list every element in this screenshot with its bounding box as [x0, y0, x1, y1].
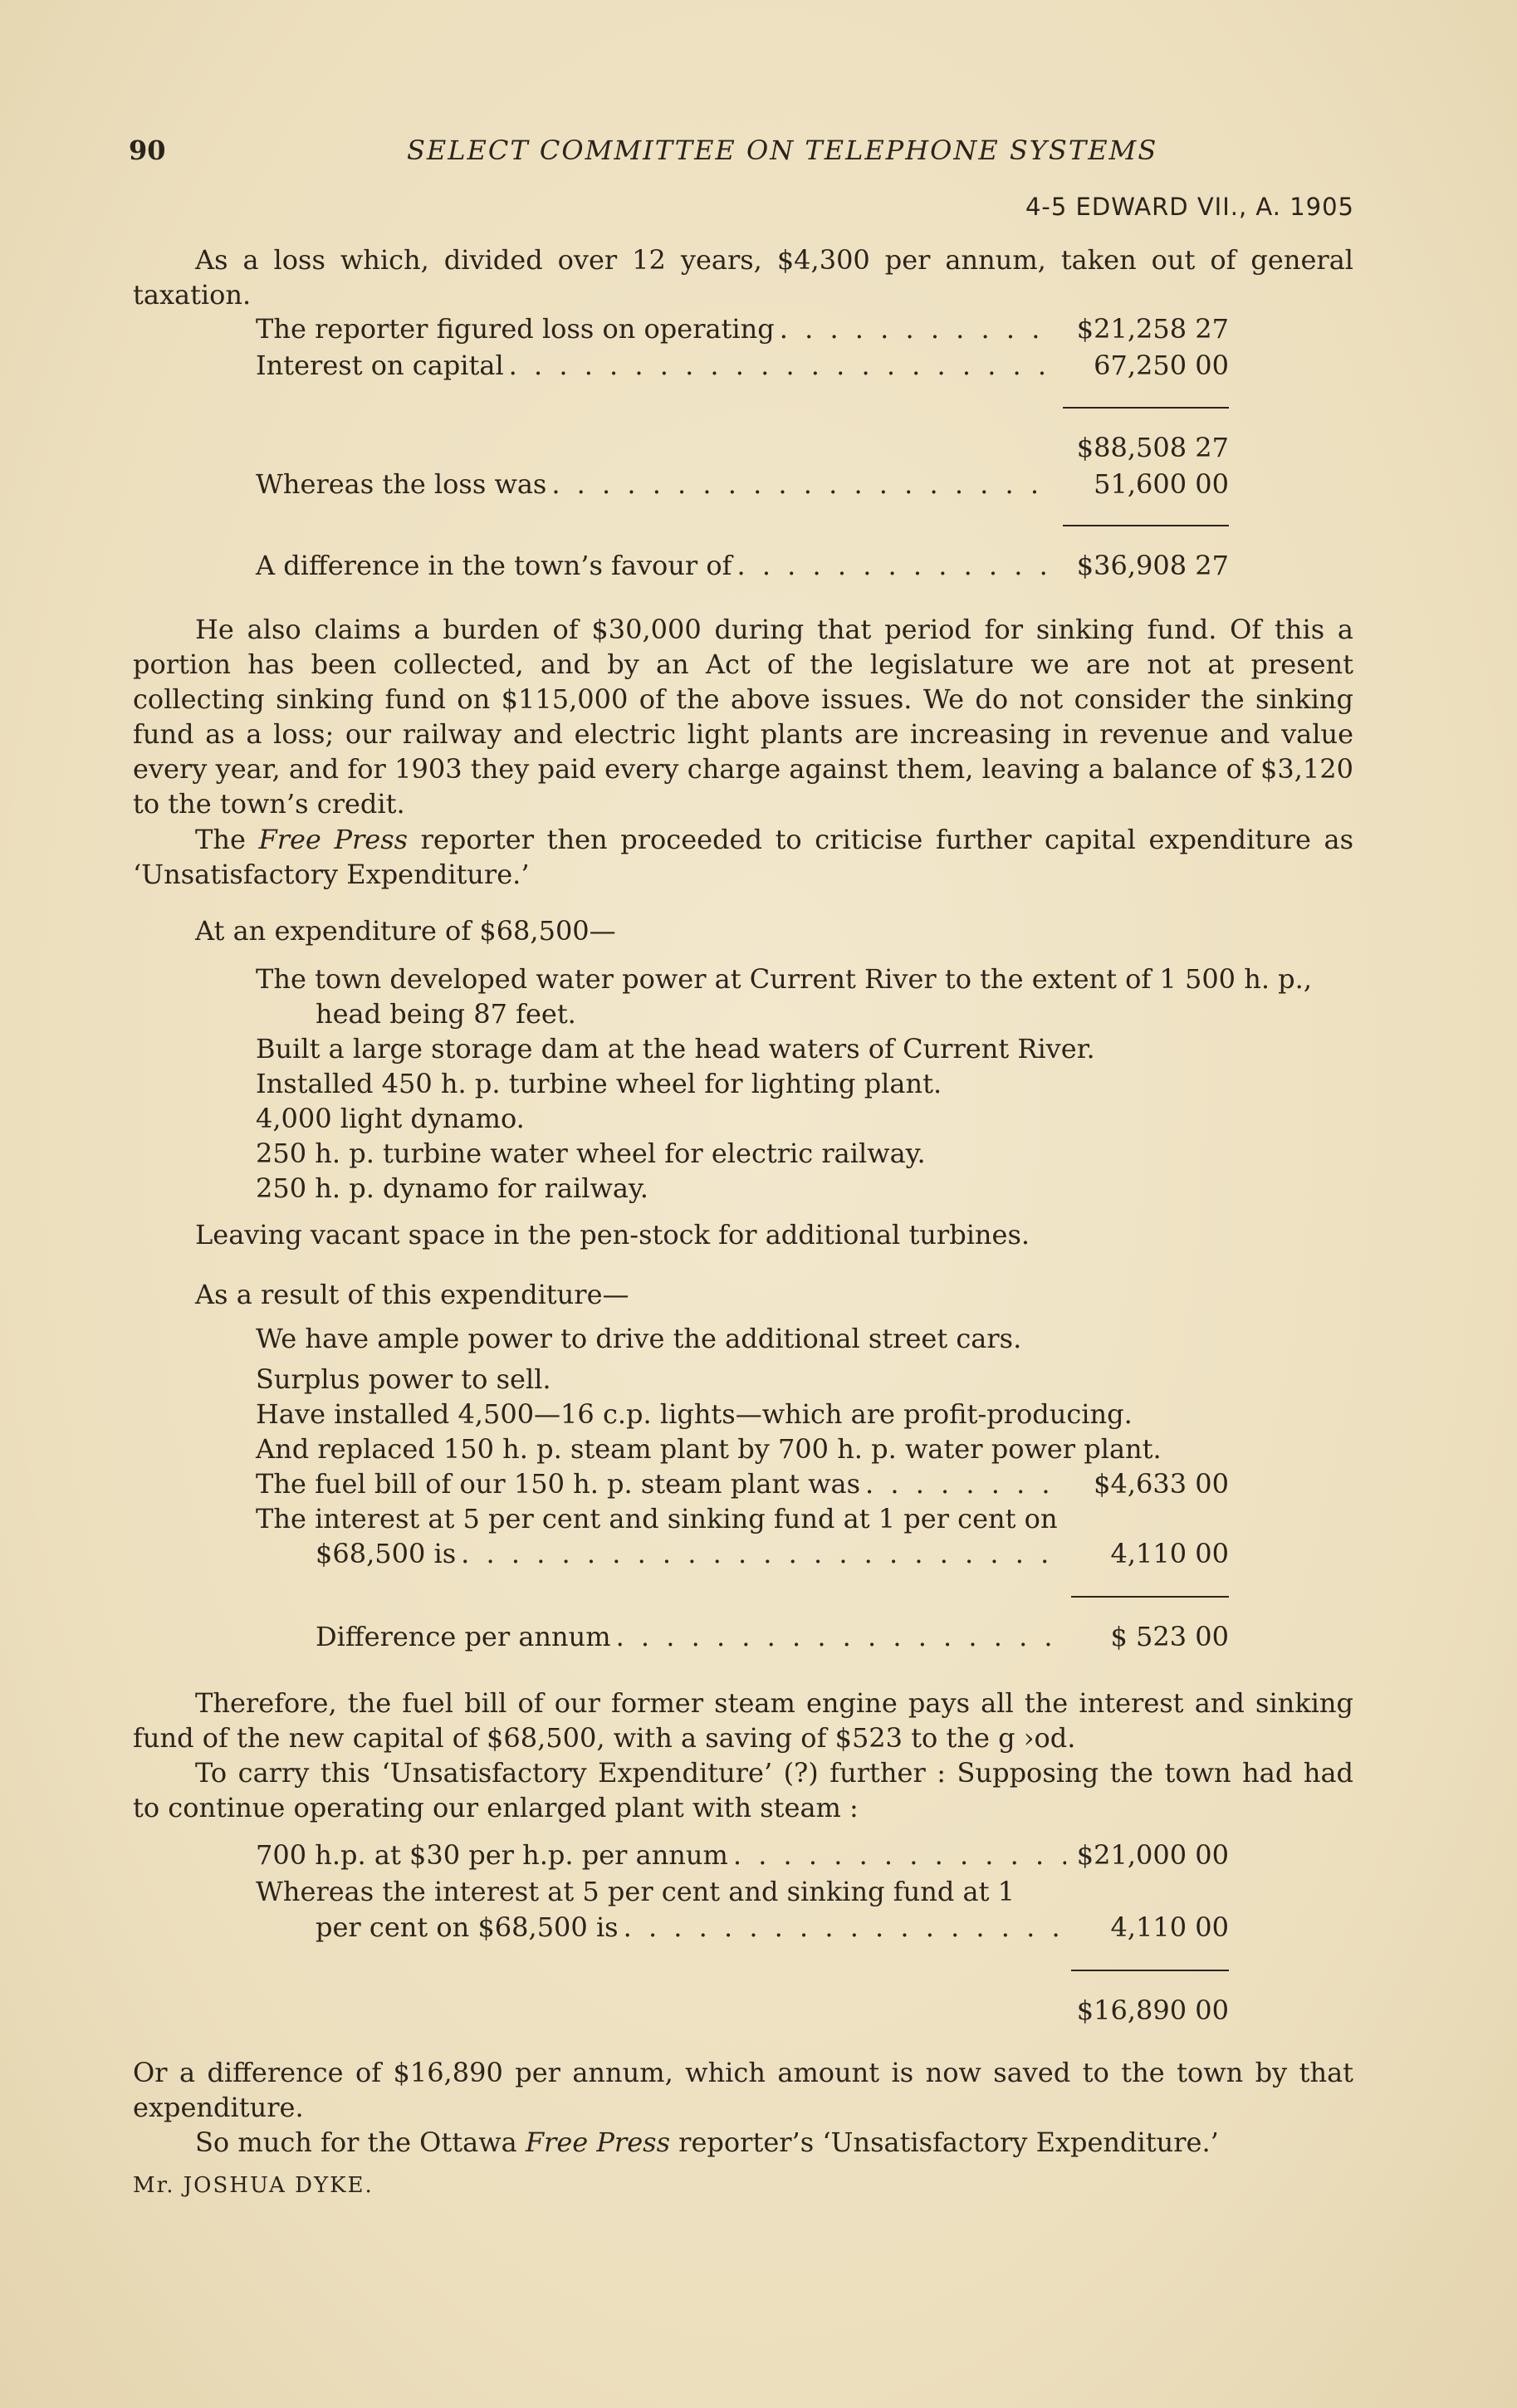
table1-whereas-amount: 51,600 00	[1094, 468, 1229, 500]
text-run: The	[195, 824, 259, 855]
page-number: 90	[129, 135, 166, 166]
table3-total: $16,890 00	[1076, 1994, 1229, 2026]
table3-row-amount: $21,000 00	[1076, 1839, 1229, 1871]
expenditure-item: 4,000 light dynamo.	[256, 1103, 525, 1134]
result-item: Surplus power to sell.	[256, 1363, 551, 1395]
table1-whereas-row	[256, 467, 1053, 502]
table1-difference-row	[256, 548, 1053, 583]
sum-rule	[1063, 525, 1229, 526]
table1-row-label: Interest on capital	[256, 350, 504, 381]
expenditure-item: 250 h. p. turbine water wheel for electric railway.	[256, 1138, 926, 1169]
difference-paragraph: Or a difference of $16,890 per annum, which amount is now saved to the town by that expenditure.	[133, 2057, 1353, 2123]
publication-name: Free Press	[525, 2127, 670, 2158]
table3-whereas-line: Whereas the interest at 5 per cent and sinking fund at 1	[256, 1876, 1015, 1907]
therefore-paragraph: Therefore, the fuel bill of our former steam engine pays all the interest and sinking fund of the new capital of $68,500, with a saving of $523 to the g ›od.	[133, 1687, 1353, 1754]
table2-interest-row	[316, 1536, 1071, 1571]
publication-name: Free Press	[258, 824, 409, 855]
table1-row	[256, 348, 1053, 383]
result-item: We have ample power to drive the additional street cars.	[256, 1323, 1022, 1354]
sum-rule	[1063, 407, 1229, 409]
table1-difference-amount: $36,908 27	[1076, 550, 1229, 581]
text-run: reporter’s ‘Unsatisfactory Expenditure.’	[670, 2127, 1219, 2158]
sum-rule	[1071, 1970, 1229, 1971]
carry-paragraph: To carry this ‘Unsatisfactory Expenditure’ (?) further : Supposing the town had had to continue operating our enlarged plant with steam :	[133, 1757, 1353, 1823]
table2-difference-row	[316, 1619, 1071, 1654]
table3-whereas-row	[316, 1910, 1071, 1945]
expenditure-item: Built a large storage dam at the head waters of Current River.	[256, 1033, 1095, 1065]
table1-row-amount: 67,250 00	[1094, 350, 1229, 381]
table2-difference-label: Difference per annum	[316, 1621, 611, 1652]
edition-line: 4-5 EDWARD VII., A. 1905	[1025, 193, 1354, 221]
leaving-vacant-line: Leaving vacant space in the pen-stock for additional turbines.	[195, 1219, 1030, 1250]
sum-rule	[1071, 1596, 1229, 1598]
text-run: reporter then proceeded to criticise further capital expenditure as ‘Unsatisfactory Expenditure.’	[133, 824, 1354, 890]
text-run: So much for the Ottawa	[195, 2127, 526, 2158]
result-item: And replaced 150 h. p. steam plant by 700 h. p. water power plant.	[256, 1433, 1162, 1465]
table2-interest-line: The interest at 5 per cent and sinking fund at 1 per cent on	[256, 1503, 1058, 1534]
table2-fuel-row	[256, 1466, 1071, 1501]
leader-dots	[624, 1910, 1066, 1945]
running-title: SELECT COMMITTEE ON TELEPHONE SYSTEMS	[407, 135, 1158, 166]
sinking-fund-paragraph: He also claims a burden of $30,000 during that period for sinking fund. Of this a portion has been collected, and by an Act of the legislature we are not at present collecting sinking fund on $115,000 of the above issues. We do not consider the sinking fund as a loss; our railway and electric light plants are increasing in revenue and value every year, and for 1903 they paid every charge against them, leaving a balance of $3,120 to the town’s credit.	[133, 614, 1353, 820]
table2-difference-amount: $ 523 00	[1110, 1621, 1229, 1652]
leader-dots	[780, 311, 1048, 346]
table3-whereas-amount: 4,110 00	[1110, 1911, 1229, 1943]
table3-row-label: 700 h.p. at $30 per h.p. per annum	[256, 1839, 728, 1871]
leader-dots	[509, 348, 1048, 383]
leader-dots	[551, 467, 1048, 502]
table2-fuel-label: The fuel bill of our 150 h. p. steam plant was	[256, 1468, 861, 1500]
intro-paragraph: As a loss which, divided over 12 years, $4,300 per annum, taken out of general taxation.	[133, 244, 1353, 311]
leader-dots	[616, 1619, 1066, 1654]
table2-interest-amount: 4,110 00	[1110, 1538, 1229, 1569]
table1-subtotal: $88,508 27	[1076, 432, 1229, 463]
result-intro: As a result of this expenditure—	[195, 1279, 629, 1310]
speaker-label: Mr. JOSHUA DYKE.	[133, 2173, 374, 2198]
expenditure-item: 250 h. p. dynamo for railway.	[256, 1172, 648, 1204]
table1-row-label: The reporter figured loss on operating	[256, 313, 775, 345]
expenditure-item: Installed 450 h. p. turbine wheel for lighting plant.	[256, 1068, 942, 1099]
so-much-paragraph	[133, 2125, 1353, 2160]
table1-row-amount: $21,258 27	[1076, 313, 1229, 345]
table2-interest-label: $68,500 is	[316, 1538, 457, 1569]
table1-row	[256, 311, 1053, 346]
table2-fuel-amount: $4,633 00	[1094, 1468, 1229, 1500]
table1-difference-label: A difference in the town’s favour of	[256, 550, 732, 581]
leader-dots	[461, 1536, 1066, 1571]
expenditure-intro: At an expenditure of $68,500—	[195, 915, 616, 947]
table1-whereas-label: Whereas the loss was	[256, 468, 547, 500]
table3-whereas-label: per cent on $68,500 is	[316, 1911, 619, 1943]
result-item: Have installed 4,500—16 c.p. lights—which are profit-producing.	[256, 1398, 1133, 1430]
free-press-paragraph	[133, 822, 1353, 892]
expenditure-item: head being 87 feet.	[316, 998, 576, 1030]
leader-dots	[865, 1466, 1066, 1501]
expenditure-item: The town developed water power at Current River to the extent of 1 500 h. p.,	[256, 963, 1312, 995]
leader-dots	[736, 548, 1048, 583]
table3-row	[256, 1838, 1071, 1872]
leader-dots	[733, 1838, 1066, 1872]
